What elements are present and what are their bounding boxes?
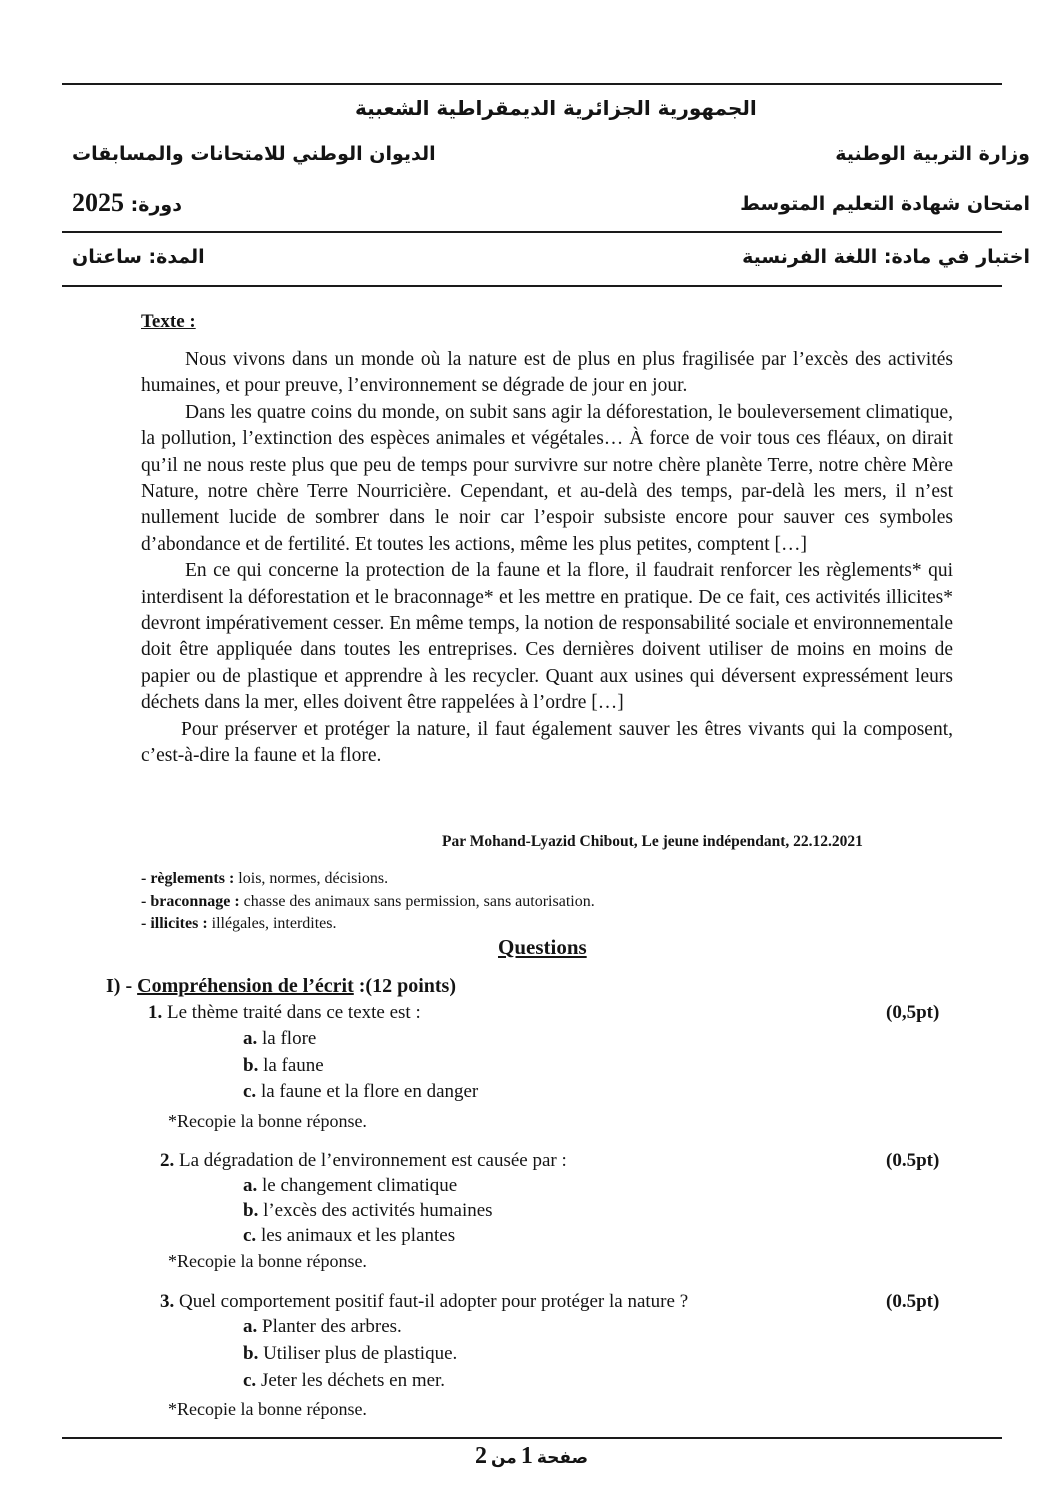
- header-bottom-rule: [62, 285, 1002, 287]
- glossary-definition: illégales, interdites.: [207, 915, 337, 932]
- question-number: 2.: [160, 1150, 175, 1171]
- option-c: [243, 1081, 478, 1103]
- option-a: [243, 1316, 402, 1338]
- republic-title: الجمهورية الجزائرية الديمقراطية الشعبية: [355, 96, 757, 120]
- subject: اختبار في مادة: اللغة الفرنسية: [742, 246, 1030, 268]
- question-number: 1.: [148, 1002, 163, 1023]
- glossary-term: - braconnage :: [141, 892, 240, 910]
- option-letter: a.: [243, 1175, 258, 1196]
- option-text: l’excès des activités humaines: [258, 1200, 493, 1221]
- option-a: [243, 1175, 457, 1197]
- question-points: (0,5pt): [886, 1002, 940, 1023]
- glossary: [141, 868, 595, 936]
- question-points: (0.5pt): [886, 1291, 940, 1312]
- option-b: [243, 1343, 457, 1365]
- option-text: Utiliser plus de plastique.: [258, 1343, 458, 1364]
- option-a: [243, 1028, 316, 1050]
- glossary-definition: lois, normes, décisions.: [234, 870, 389, 887]
- glossary-item: [141, 868, 595, 891]
- glossary-term: - illicites :: [141, 915, 208, 932]
- question-points: (0.5pt): [886, 1150, 940, 1171]
- option-letter: c.: [243, 1081, 257, 1102]
- page-number: [475, 1443, 588, 1470]
- source-citation: Par Mohand-Lyazid Chibout, Le jeune indépendant, 22.12.2021: [442, 833, 863, 850]
- option-text: Jeter les déchets en mer.: [256, 1370, 446, 1391]
- paragraph-3: En ce qui concerne la protection de la faune et la flore, il faudrait renforcer les règlements* qui interdisent la déforestation et le braconnage* et les mettre en pratique. De ce fait, ces activités illicites* devront impérativement cesser. En même temps, la notion de responsabilité sociale et environnementale doit être appliquée dans toutes les entreprises. Ces dernières doivent utiliser de moins en moins de papier ou de plastique et apprendre à les recycler. Quant aux usines qui déversent expressément leurs déchets dans la mer, elles doivent être rappelées à l’ordre […]: [141, 560, 953, 714]
- exam-name: امتحان شهادة التعليم المتوسط: [740, 193, 1030, 215]
- question-instruction: *Recopie la bonne réponse.: [168, 1399, 367, 1419]
- question-number: 3.: [160, 1291, 175, 1312]
- question-instruction: *Recopie la bonne réponse.: [168, 1111, 367, 1131]
- office-name: الديوان الوطني للامتحانات والمسابقات: [72, 143, 436, 165]
- question-text: La dégradation de l’environnement est causée par :: [174, 1150, 567, 1171]
- option-letter: b.: [243, 1343, 259, 1364]
- option-text: la faune: [258, 1055, 324, 1076]
- paragraph-2: Dans les quatre coins du monde, on subit sans agir la déforestation, le bouleversement climatique, la pollution, l’extinction des espèces animales et végétales… À force de voir tous ces fléaux, on dirait qu’il ne nous reste plus que peu de temps pour survivre sur notre chère planète Terre, notre chère Mère Nature, notre chère Terre Nourricière. Cependant, et au-delà des temps, par-delà les mers, il n’est nullement lucide de sombrer dans le noir car l’espoir subsiste encore pour sauver ces symboles d’abondance et de fertilité. Et toutes les actions, même les plus petites, comptent […]: [141, 401, 953, 555]
- question-2: [160, 1150, 567, 1172]
- option-letter: b.: [243, 1200, 259, 1221]
- question-instruction: *Recopie la bonne réponse.: [168, 1251, 367, 1271]
- of-word: من: [491, 1448, 517, 1468]
- question-text: Quel comportement positif faut-il adopter pour protéger la nature ?: [174, 1291, 689, 1312]
- questions-title: Questions: [498, 935, 587, 959]
- session-year: 2025: [72, 188, 124, 217]
- question-text: Le thème traité dans ce texte est :: [162, 1002, 421, 1023]
- question-3: [160, 1291, 688, 1313]
- text-label: Texte :: [141, 311, 196, 332]
- section-heading: [106, 975, 456, 998]
- duration: المدة: ساعتان: [72, 246, 205, 268]
- option-c: [243, 1370, 445, 1392]
- header-middle-rule: [62, 231, 1002, 233]
- option-c: [243, 1225, 455, 1247]
- glossary-term: - règlements :: [141, 870, 235, 887]
- header-top-rule: [62, 83, 1002, 85]
- session-label: دورة:: [130, 194, 182, 216]
- question-1: [148, 1002, 421, 1024]
- footer-rule: [62, 1437, 1002, 1439]
- option-letter: c.: [243, 1225, 257, 1246]
- option-letter: a.: [243, 1028, 258, 1049]
- page-word: صفحة: [536, 1448, 589, 1468]
- option-letter: a.: [243, 1316, 258, 1337]
- paragraph-4: Pour préserver et protéger la nature, il faut également sauver les êtres vivants qui la composent, c’est-à-dire la faune et la flore.: [141, 718, 953, 767]
- option-b: [243, 1200, 493, 1222]
- glossary-item: [141, 913, 595, 936]
- ministry-name: وزارة التربية الوطنية: [835, 143, 1030, 165]
- reading-passage: [141, 347, 953, 770]
- option-text: le changement climatique: [257, 1175, 458, 1196]
- page-current: 1: [520, 1443, 533, 1469]
- page-total: 2: [475, 1443, 487, 1469]
- section-number: I): [106, 975, 121, 997]
- session: [72, 188, 182, 218]
- option-letter: b.: [243, 1055, 259, 1076]
- section-points: :(12 points): [353, 975, 456, 997]
- glossary-item: [141, 891, 595, 914]
- option-text: la faune et la flore en danger: [256, 1081, 479, 1102]
- section-dash: -: [120, 975, 138, 997]
- glossary-definition: chasse des animaux sans permission, sans autorisation.: [239, 892, 595, 910]
- option-text: la flore: [257, 1028, 317, 1049]
- option-text: les animaux et les plantes: [256, 1225, 456, 1246]
- option-text: Planter des arbres.: [257, 1316, 402, 1337]
- section-title: Compréhension de l’écrit: [137, 975, 354, 997]
- option-b: [243, 1055, 324, 1077]
- option-letter: c.: [243, 1370, 257, 1391]
- paragraph-1: Nous vivons dans un monde où la nature est de plus en plus fragilisée par l’excès des activités humaines, et pour preuve, l’environnement se dégrade de jour en jour.: [141, 349, 953, 397]
